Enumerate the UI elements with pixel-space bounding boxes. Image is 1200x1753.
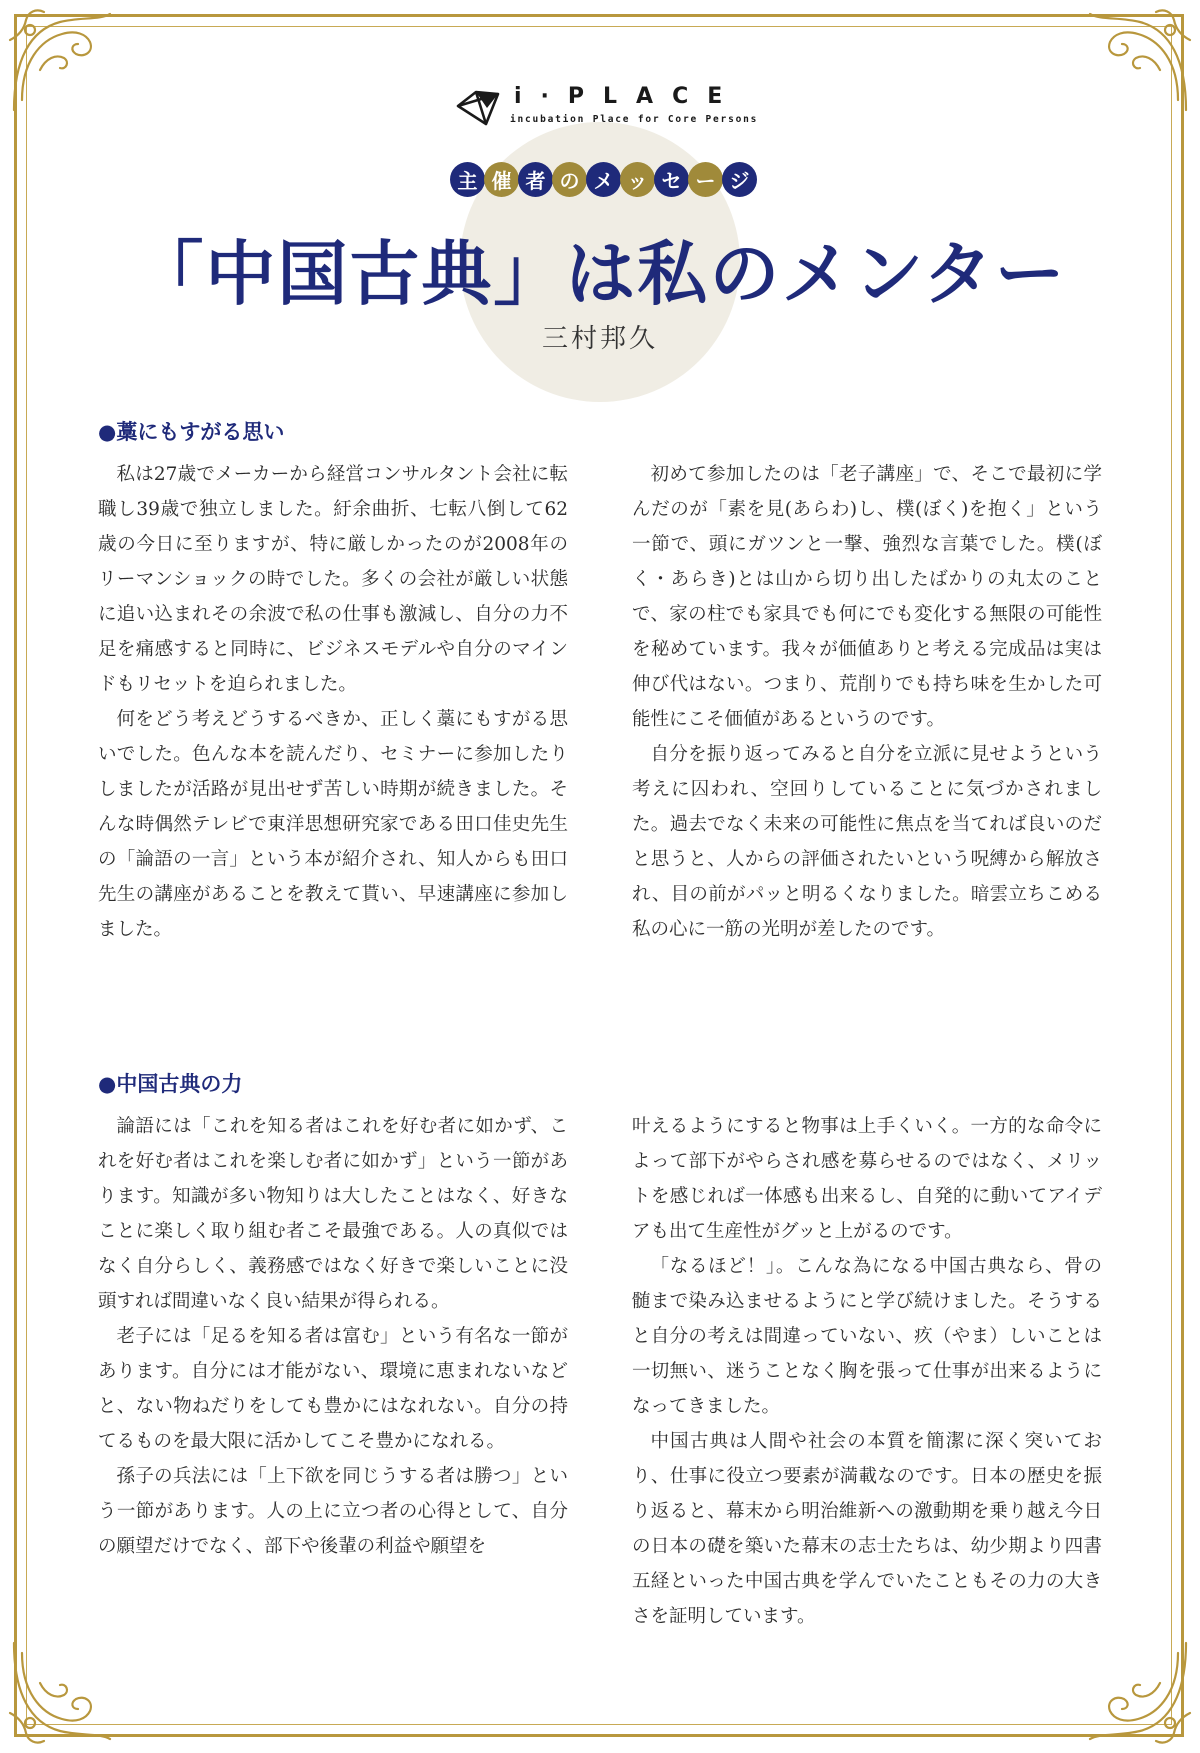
paragraph: 何をどう考えどうするべきか、正しく藁にもすがる思いでした。色んな本を読んだり、セミナーに参加したりしましたが活路が見出せず苦しい時期が続きました。そんな時偶然テレビで東洋思想研究家である田口佳史先生の「論語の一言」という本が紹介され、知人からも田口先生の講座があることを教えて貰い、早速講座に参加しました。: [98, 709, 568, 940]
paragraph: 孫子の兵法には「上下欲を同じうする者は勝つ」という一節があります。人の上に立つ者の心得として、自分の願望だけでなく、部下や後輩の利益や願望を: [98, 1466, 568, 1557]
paragraph: 「なるほど！」。こんな為になる中国古典なら、骨の髄まで染み込ませるようにと学び続けました。そうすると自分の考えは間違っていない、疚（やま）しいことは一切無い、迷うことなく胸を張って仕事が出来るようになってきました。: [632, 1256, 1102, 1417]
corner-ornament-bottom-left: [0, 1633, 120, 1753]
paragraph: 論語には「これを知る者はこれを好む者に如かず、これを好む者はこれを楽しむ者に如かず」という一節があります。知識が多い物知りは大したことはなく、好きなことに楽しく取り組む者こそ最強である。人の真似ではなく自分らしく、義務感ではなく好きで楽しいことに没頭すれば間違いなく良い結果が得られる。: [98, 1116, 568, 1312]
badge-char: 催: [484, 162, 519, 197]
paragraph: 中国古典は人間や社会の本質を簡潔に深く突いており、仕事に役立つ要素が満載なのです。日本の歴史を振り返ると、幕末から明治維新への激動期を乗り越え今日の日本の礎を築いた幕末の志士たちは、幼少期より四書五経といった中国古典を学んでいたこともその力の大きさを証明しています。: [632, 1431, 1102, 1627]
organizer-message-badges: [450, 162, 756, 197]
section-heading-2: ●中国古典の力: [98, 1071, 243, 1096]
badge-char: 主: [450, 162, 485, 197]
section-2-right-column: [632, 1109, 1102, 1634]
badge-char: メ: [586, 162, 621, 197]
paragraph: 初めて参加したのは「老子講座」で、そこで最初に学んだのが「素を見(あらわ)し、樸(ぼく)を抱く」という一節で、頭にガツンと一撃、強烈な言葉でした。樸(ぼく・あらき)とは山から切り出したばかりの丸太のことで、家の柱でも家具でも何にでも変化する無限の可能性を秘めています。我々が価値ありと考える完成品は実は伸び代はない。つまり、荒削りでも持ち味を生かした可能性にこそ価値があるというのです。: [632, 464, 1102, 730]
badge-char: ッ: [620, 162, 655, 197]
badge-char: セ: [654, 162, 689, 197]
badge-char: ー: [688, 162, 723, 197]
iplace-logo-mark-icon: [454, 84, 508, 128]
corner-ornament-top-left: [0, 0, 120, 120]
paragraph: 自分を振り返ってみると自分を立派に見せようという考えに囚われ、空回りしていることに気づかされました。過去でなく未来の可能性に焦点を当てれば良いのだと思うと、人からの評価されたいという呪縛から解放され、目の前がパッと明るくなりました。暗雲立ちこめる私の心に一筋の光明が差したのです。: [632, 744, 1102, 940]
section-heading-1: ●藁にもすがる思い: [98, 419, 285, 444]
author-name: 三村邦久: [541, 324, 658, 354]
iplace-logo: [454, 84, 759, 132]
corner-ornament-top-right: [1080, 0, 1200, 120]
logo-tagline: incubation Place for Core Persons: [510, 114, 759, 125]
paragraph: 老子には「足るを知る者は富む」という有名な一節があります。自分には才能がない、環境に恵まれないなどと、ない物ねだりをしても豊かにはなれない。自分の持てるものを最大限に活かしてこそ豊かになれる。: [98, 1326, 568, 1452]
section-1-left-column: [98, 457, 568, 947]
section-1-right-column: [632, 457, 1102, 947]
badge-char: ジ: [722, 162, 757, 197]
corner-ornament-bottom-right: [1080, 1633, 1200, 1753]
section-2-left-column: [98, 1109, 568, 1564]
paragraph: 私は27歳でメーカーから経営コンサルタント会社に転職し39歳で独立しました。紆余曲折、七転八倒して62歳の今日に至りますが、特に厳しかったのが2008年のリーマンショックの時でした。多くの会社が厳しい状態に追い込まれその余波で私の仕事も激減し、自分の力不足を痛感すると同時に、ビジネスモデルや自分のマインドもリセットを迫られました。: [98, 464, 568, 695]
page-title: 「中国古典」は私のメンター: [133, 232, 1067, 315]
badge-char: 者: [518, 162, 553, 197]
badge-char: の: [552, 162, 587, 197]
paragraph: 叶えるようにすると物事は上手くいく。一方的な命令によって部下がやらされ感を募らせるのではなく、メリットを感じれば一体感も出来るし、自発的に動いてアイデアも出て生産性がグッと上がるのです。: [632, 1116, 1102, 1242]
logo-wordmark: i·PLACE: [514, 84, 742, 109]
